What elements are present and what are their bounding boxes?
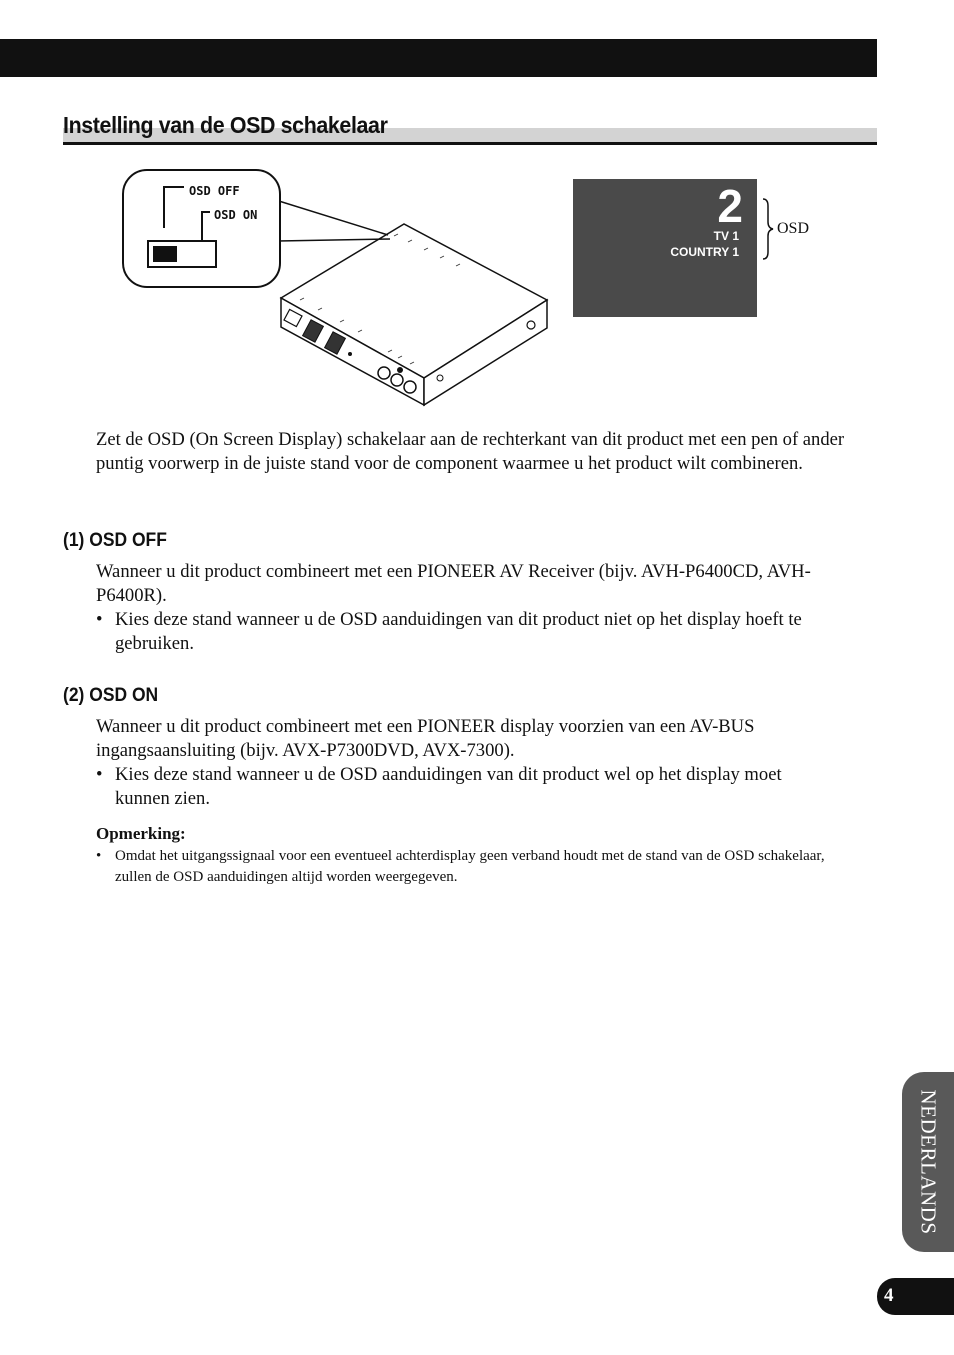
rca-jack	[404, 381, 416, 393]
page-title: Instelling van de OSD schakelaar	[63, 112, 388, 138]
screen-channel-number: 2	[717, 180, 741, 232]
osd-off-text: Wanneer u dit product combineert met een PIONEER AV Receiver (bijv. AVH-P6400CD, AVH-P6400R).	[96, 561, 811, 606]
callout-line	[278, 239, 390, 241]
front-led	[348, 352, 352, 356]
osd-off-bullet	[96, 608, 836, 656]
note-bullet-text: Omdat het uitgangssignaal voor een eventueel achterdisplay geen verband houdt met de stand van de OSD schakelaar, zullen de OSD aanduidingen altijd worden weergegeven.	[115, 848, 825, 885]
bullet-symbol: •	[96, 764, 103, 785]
osd-off-bullet-text: Kies deze stand wanneer u de OSD aanduidingen van dit product niet op het display hoeft te gebruiken.	[115, 609, 802, 654]
page-number: 4	[884, 1285, 894, 1306]
side-screw-2	[437, 375, 443, 381]
osd-on-bullet	[96, 763, 836, 811]
note-title: Opmerking:	[96, 824, 186, 843]
osd-on-text: Wanneer u dit product combineert met een PIONEER display voorzien van een AV-BUS ingangsaansluiting (bijv. AVX-P7300DVD, AVX-7300).	[96, 716, 755, 761]
osd-bracket-label: OSD	[777, 220, 810, 237]
bullet-symbol: •	[96, 848, 102, 864]
osd-bracket	[763, 199, 773, 259]
osd-switch-knob	[153, 246, 177, 262]
switch-label-on: OSD ON	[214, 208, 258, 222]
callout-line	[266, 197, 388, 235]
page-number-tab	[877, 1278, 954, 1315]
screw-hole	[397, 367, 403, 373]
screen-source-text: TV 1	[713, 229, 739, 243]
intro-paragraph: Zet de OSD (On Screen Display) schakelaar aan de rechterkant van dit product met een pen of ander puntig voorwerp in de juiste stand voor de component waarmee u het product wilt combineren.	[96, 429, 845, 474]
device-illustration	[0, 0, 954, 420]
note-bullet	[96, 846, 836, 888]
language-side-tab	[902, 1072, 954, 1252]
rca-jack	[391, 374, 403, 386]
device-top-face	[281, 224, 547, 378]
osd-switch-figure	[0, 0, 954, 420]
bullet-symbol: •	[96, 609, 103, 630]
side-screw	[527, 321, 535, 329]
language-label: NEDERLANDS	[916, 1089, 941, 1235]
osd-on-heading: (2) OSD ON	[63, 685, 159, 706]
screen-country-text: COUNTRY 1	[670, 245, 739, 259]
display-screen	[573, 179, 757, 317]
osd-off-heading: (1) OSD OFF	[63, 530, 167, 551]
switch-label-off: OSD OFF	[189, 184, 240, 198]
osd-on-bullet-text: Kies deze stand wanneer u de OSD aanduidingen van dit product wel op het display moet kunnen zien.	[115, 764, 782, 809]
rca-jack	[378, 367, 390, 379]
